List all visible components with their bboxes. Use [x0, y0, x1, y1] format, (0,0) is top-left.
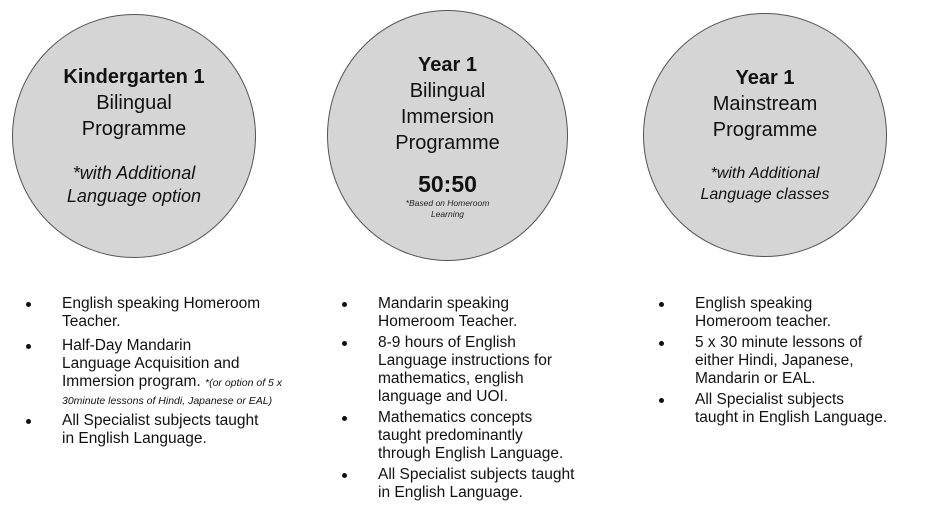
circle-title: Year 1 — [418, 53, 477, 76]
year1-bilingual-circle — [327, 10, 568, 261]
list-item-text: 8-9 hours of English — [378, 334, 516, 351]
list-item-text: Homeroom Teacher. — [378, 313, 518, 330]
bullet-icon — [342, 302, 347, 307]
circle-line: Mainstream — [712, 93, 818, 115]
year1-mainstream-circle — [643, 13, 887, 257]
kindergarten-features-list — [26, 295, 294, 451]
bullet-icon — [659, 341, 664, 346]
list-item-text: Homeroom teacher. — [695, 313, 832, 330]
language-ratio: 50:50 — [418, 170, 477, 197]
ratio-footnote: Learning — [430, 208, 465, 219]
list-item-text: Half-Day Mandarin — [62, 337, 192, 354]
list-item-text: through English Language. — [378, 445, 564, 462]
circle-italic-note: Language classes — [700, 186, 830, 203]
year1-mainstream-features-list — [659, 295, 929, 430]
circle-line: Programme — [712, 119, 818, 141]
ratio-footnote: *Based on Homeroom — [405, 197, 490, 208]
bullet-icon — [342, 473, 347, 478]
circle-line: Programme — [395, 131, 500, 154]
circle-line: Immersion — [400, 105, 495, 128]
list-item-text: Teacher. — [62, 313, 121, 330]
circle-italic-note: Language option — [66, 186, 202, 206]
list-item-text: English speaking — [695, 295, 813, 312]
circle-title: Year 1 — [735, 67, 795, 89]
list-item-text: English speaking Homeroom — [62, 295, 261, 312]
list-item-text: Language instructions for — [378, 352, 553, 369]
list-item-text: Mandarin or EAL. — [695, 370, 816, 387]
kindergarten-programme-circle — [12, 14, 256, 258]
list-item-note: *(or option of 5 x 30minute lessons of Hindi, Japanese or EAL) — [62, 377, 283, 407]
list-item — [659, 295, 929, 331]
list-item-text: All Specialist subjects taught — [62, 412, 259, 429]
circle-line: Programme — [81, 118, 187, 140]
bullet-icon — [342, 341, 347, 346]
list-item — [342, 295, 612, 331]
list-item-text: Language Acquisition and — [62, 355, 240, 372]
circle-title: Kindergarten 1 — [63, 66, 205, 88]
list-item-text: 5 x 30 minute lessons of — [695, 334, 863, 351]
list-item-text: language and UOI. — [378, 388, 509, 405]
year1-bilingual-features-list — [342, 295, 612, 505]
list-item-text: All Specialist subjects — [695, 391, 845, 408]
list-item — [659, 334, 929, 388]
bullet-icon — [26, 302, 31, 307]
list-item-text: either Hindi, Japanese, — [695, 352, 854, 369]
list-item — [659, 391, 929, 427]
list-item — [26, 412, 294, 448]
bullet-icon — [26, 419, 31, 424]
circle-italic-note: *with Additional — [72, 163, 196, 183]
bullet-icon — [342, 416, 347, 421]
circle-line: Bilingual — [409, 79, 486, 102]
circle-line: Bilingual — [96, 92, 172, 114]
bullet-icon — [659, 398, 664, 403]
circle-italic-note: *with Additional — [710, 165, 820, 182]
list-item-text: in English Language. — [62, 430, 207, 447]
list-item — [342, 409, 612, 463]
list-item-text: Immersion program. — [62, 373, 201, 390]
list-item-text: mathematics, english — [378, 370, 524, 387]
list-item — [342, 466, 612, 502]
list-item-text: Mandarin speaking — [378, 295, 509, 312]
list-item-text: taught in English Language. — [695, 409, 888, 426]
list-item-text: taught predominantly — [378, 427, 523, 444]
list-item — [26, 295, 294, 331]
list-item — [342, 334, 612, 406]
bullet-icon — [26, 344, 31, 349]
list-item — [26, 337, 294, 409]
list-item-text: All Specialist subjects taught — [378, 466, 575, 483]
list-item-text: in English Language. — [378, 484, 523, 501]
list-item-text: Mathematics concepts — [378, 409, 533, 426]
bullet-icon — [659, 302, 664, 307]
